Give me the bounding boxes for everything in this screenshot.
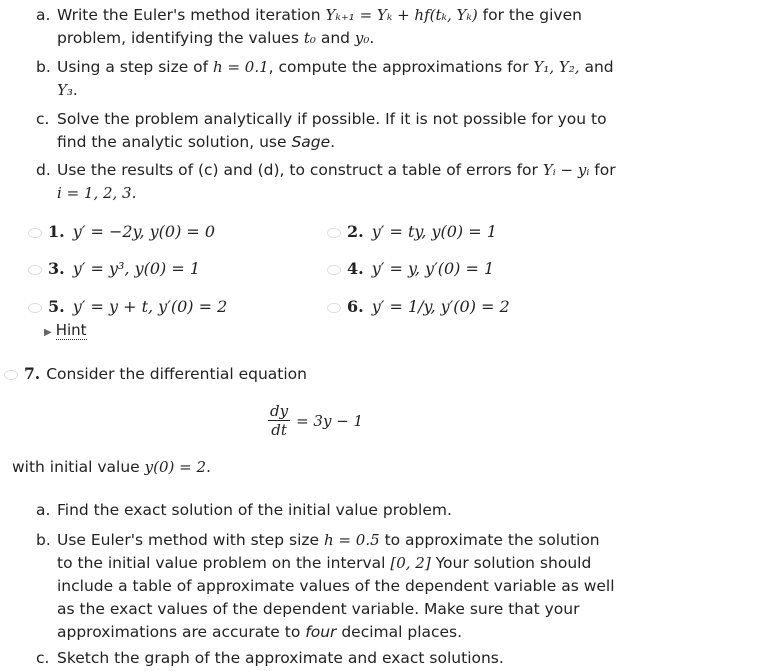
exercise-1[interactable] — [28, 222, 215, 241]
p7-part-a — [36, 499, 626, 522]
problem-number: 7. — [24, 364, 41, 383]
problem-7-heading[interactable] — [4, 364, 307, 383]
math: Y₁, Y₂, — [533, 58, 580, 76]
label: d. — [36, 161, 51, 179]
label: a. — [36, 6, 51, 24]
math: y(0) = 2 — [144, 458, 207, 476]
math: y₀ — [354, 29, 370, 47]
exercise-number: 1. — [48, 222, 65, 241]
text: for the given problem, identifying the values — [57, 6, 582, 47]
part-b — [36, 56, 626, 102]
part-c — [36, 108, 626, 154]
exercise-equation: y′ = ty, y(0) = 1 — [371, 222, 497, 241]
label: a. — [36, 501, 51, 519]
exercise-number: 6. — [347, 297, 364, 316]
text: Find the exact solution of the initial value problem. — [57, 501, 452, 519]
exercise-number: 5. — [48, 297, 65, 316]
problem-text: Consider the differential equation — [46, 365, 307, 383]
math: [0, 2] — [390, 554, 431, 572]
hint-toggle[interactable] — [44, 321, 87, 339]
eye-icon — [28, 303, 42, 313]
exercise-equation: y′ = y + t, y′(0) = 2 — [72, 297, 228, 316]
text: . — [131, 184, 137, 202]
label: c. — [36, 110, 50, 128]
denominator: dt — [271, 421, 287, 439]
label: b. — [36, 58, 51, 76]
eye-icon — [28, 265, 42, 275]
text: Solve the problem analytically if possible. If it is not possible for you to find the analytic solution, use — [57, 110, 607, 151]
p7-part-c — [36, 647, 626, 670]
exercise-4[interactable] — [327, 259, 494, 278]
italic-text: four — [305, 623, 337, 641]
initial-value — [12, 458, 211, 476]
eye-icon — [28, 228, 42, 238]
label: c. — [36, 649, 50, 667]
text: . — [206, 458, 211, 476]
text: . — [72, 81, 78, 99]
exercise-equation: y′ = −2y, y(0) = 0 — [72, 222, 216, 241]
text: to approximate the solution to the initial value problem on the interval — [57, 531, 600, 572]
text: . — [369, 29, 375, 47]
text: . — [330, 133, 336, 151]
differential-equation — [268, 402, 363, 439]
exercise-2[interactable] — [327, 222, 497, 241]
text: and — [579, 58, 614, 76]
math: i = 1, 2, 3 — [57, 184, 132, 202]
eye-icon — [327, 228, 341, 238]
exercise-number: 2. — [347, 222, 364, 241]
exercise-3[interactable] — [28, 259, 200, 278]
exercise-6[interactable] — [327, 297, 510, 316]
eye-icon — [327, 303, 341, 313]
exercise-equation: y′ = y³, y(0) = 1 — [72, 259, 201, 278]
label: b. — [36, 531, 51, 549]
text: Sketch the graph of the approximate and exact solutions. — [57, 649, 504, 667]
triangle-right-icon: ▶ — [44, 327, 52, 338]
eye-icon — [4, 370, 18, 380]
exercise-equation: y′ = y, y′(0) = 1 — [371, 259, 495, 278]
text: Use the results of (c) and (d), to construct a table of errors for — [57, 161, 543, 179]
math: Yᵢ − yᵢ — [542, 161, 590, 179]
part-a — [36, 4, 626, 50]
exercise-5[interactable] — [28, 297, 227, 316]
exercise-number: 3. — [48, 259, 65, 278]
math: Y₃ — [57, 81, 73, 99]
text: for — [589, 161, 616, 179]
rhs: = 3y − 1 — [296, 411, 364, 430]
text: Your solution should include a table of approximate values of the dependent variable as well as the exact values of the dependent variable. Make sure that your approximations are accurate to — [57, 554, 615, 641]
text: decimal places. — [336, 623, 463, 641]
text: Write the Euler's method iteration — [57, 6, 326, 24]
math: Yₖ₊₁ = Yₖ + hf(tₖ, Yₖ) — [325, 6, 478, 24]
hint-label: Hint — [55, 321, 87, 339]
numerator: dy — [270, 402, 289, 420]
text: with initial value — [12, 458, 145, 476]
math: t₀ — [303, 29, 316, 47]
text: Use Euler's method with step size — [57, 531, 325, 549]
exercise-number: 4. — [347, 259, 364, 278]
eye-icon — [327, 265, 341, 275]
text: and — [315, 29, 355, 47]
text: Using a step size of — [57, 58, 214, 76]
part-d — [36, 159, 626, 205]
text: , compute the approximations for — [268, 58, 534, 76]
sage-text: Sage — [291, 133, 331, 151]
p7-part-b — [36, 529, 616, 644]
math: h = 0.1 — [213, 58, 269, 76]
exercise-equation: y′ = 1/y, y′(0) = 2 — [371, 297, 510, 316]
math: h = 0.5 — [324, 531, 380, 549]
